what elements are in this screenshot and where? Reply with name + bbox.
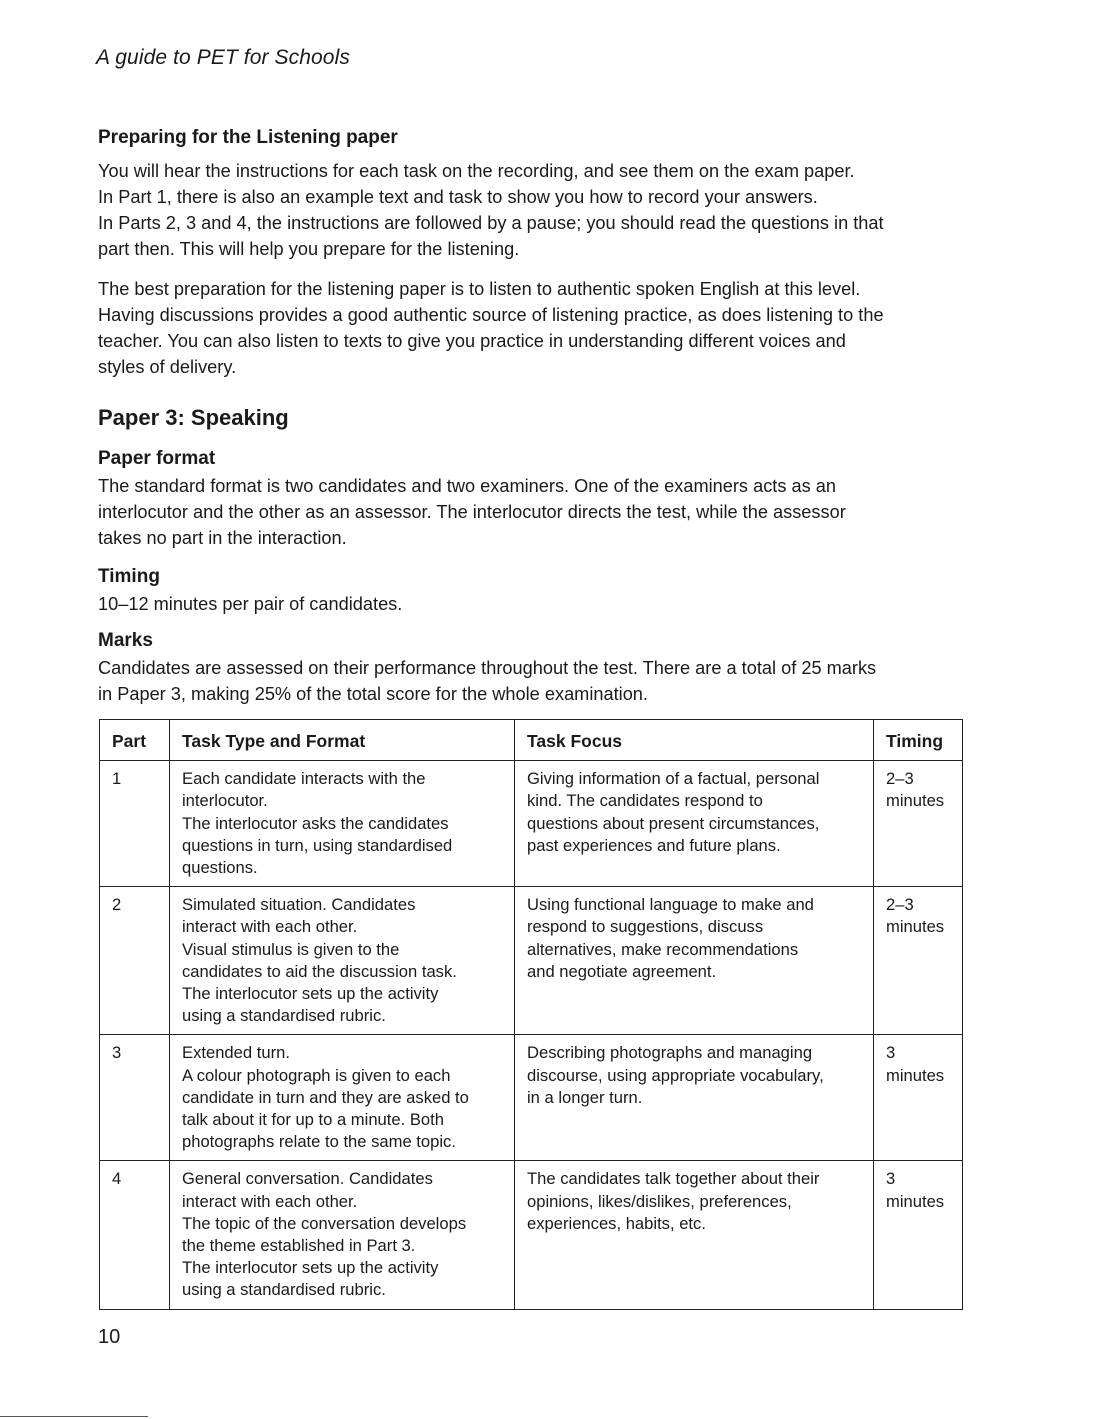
cell-line: The candidates talk together about their: [527, 1169, 820, 1189]
cell-part: 4: [100, 1161, 170, 1309]
cell-line: past experiences and future plans.: [527, 835, 781, 855]
cell-task-focus: [515, 1035, 874, 1161]
cell-line: questions about present circumstances,: [527, 813, 820, 833]
cell-line: Visual stimulus is given to the: [182, 939, 400, 959]
header-task-focus: Task Focus: [515, 720, 874, 761]
table-row: [100, 1161, 963, 1309]
header-timing: Timing: [874, 720, 963, 761]
cell-line: kind. The candidates respond to: [527, 791, 763, 811]
text-line: part then. This will help you prepare for the listening.: [98, 239, 520, 259]
cell-task-focus: [515, 887, 874, 1035]
text-line: interlocutor and the other as an assessor. The interlocutor directs the test, while the assessor: [98, 502, 846, 522]
table-row: [100, 761, 963, 887]
cell-timing: [874, 1035, 963, 1161]
cell-line: talk about it for up to a minute. Both: [182, 1110, 444, 1130]
listening-heading: Preparing for the Listening paper: [98, 127, 398, 148]
page-number: 10: [98, 1326, 121, 1348]
text-line: Candidates are assessed on their performance throughout the test. There are a total of 25 marks: [98, 658, 877, 678]
cell-line: interact with each other.: [182, 917, 358, 937]
text-line: The standard format is two candidates and two examiners. One of the examiners acts as an: [98, 476, 836, 496]
cell-line: using a standardised rubric.: [182, 1006, 386, 1026]
cell-line: questions in turn, using standardised: [182, 835, 453, 855]
speaking-heading: Paper 3: Speaking: [98, 405, 289, 430]
cell-timing: [874, 761, 963, 887]
format-text: [98, 473, 978, 551]
cell-line: The interlocutor sets up the activity: [182, 984, 439, 1004]
text-line: The best preparation for the listening paper is to listen to authentic spoken English at this level.: [98, 279, 861, 299]
format-heading: Paper format: [98, 448, 216, 469]
cell-line: photographs relate to the same topic.: [182, 1132, 456, 1152]
marks-section: [98, 630, 978, 652]
marks-heading: Marks: [98, 630, 153, 651]
text-line: in Paper 3, making 25% of the total score for the whole examination.: [98, 684, 648, 704]
cell-line: discourse, using appropriate vocabulary,: [527, 1065, 824, 1085]
cell-line: Giving information of a factual, personal: [527, 769, 820, 789]
cell-line: 3: [886, 1169, 896, 1189]
text-line: takes no part in the interaction.: [98, 528, 347, 548]
cell-part: 3: [100, 1035, 170, 1161]
cell-line: minutes: [886, 791, 945, 811]
marks-text: [98, 655, 978, 707]
table-row: [100, 887, 963, 1035]
cell-part: 2: [100, 887, 170, 1035]
cell-line: The interlocutor asks the candidates: [182, 813, 449, 833]
text-line: 10–12 minutes per pair of candidates.: [98, 594, 403, 614]
cell-line: 2–3: [886, 769, 914, 789]
cell-line: The topic of the conversation develops: [182, 1213, 467, 1233]
text-line: In Parts 2, 3 and 4, the instructions are followed by a pause; you should read the questions in that: [98, 213, 884, 233]
cell-line: minutes: [886, 1065, 945, 1085]
cell-line: respond to suggestions, discuss: [527, 917, 764, 937]
listening-para-2: [98, 276, 978, 380]
cell-line: minutes: [886, 917, 945, 937]
cell-task-type: [170, 761, 515, 887]
header-part: Part: [100, 720, 170, 761]
header-task-type: Task Type and Format: [170, 720, 515, 761]
running-head: A guide to PET for Schools: [96, 46, 350, 69]
text-line: teacher. You can also listen to texts to give you practice in understanding different voices and: [98, 331, 846, 351]
cell-timing: [874, 887, 963, 1035]
cell-line: the theme established in Part 3.: [182, 1236, 416, 1256]
cell-part: 1: [100, 761, 170, 887]
text-line: You will hear the instructions for each task on the recording, and see them on the exam paper.: [98, 161, 855, 181]
cell-line: interact with each other.: [182, 1191, 358, 1211]
cell-task-focus: [515, 761, 874, 887]
cell-line: The interlocutor sets up the activity: [182, 1258, 439, 1278]
timing-heading: Timing: [98, 566, 160, 587]
cell-line: candidate in turn and they are asked to: [182, 1087, 469, 1107]
timing-text: [98, 591, 978, 617]
text-line: In Part 1, there is also an example text and task to show you how to record your answers.: [98, 187, 818, 207]
text-line: Having discussions provides a good authentic source of listening practice, as does listening to the: [98, 305, 884, 325]
table-row: [100, 1035, 963, 1161]
text-line: styles of delivery.: [98, 357, 237, 377]
table-header-row: [100, 720, 963, 761]
cell-timing: [874, 1161, 963, 1309]
cell-task-focus: [515, 1161, 874, 1309]
speaking-section: [98, 405, 978, 431]
cell-line: alternatives, make recommendations: [527, 939, 799, 959]
cell-line: Simulated situation. Candidates: [182, 895, 416, 915]
cell-line: interlocutor.: [182, 791, 268, 811]
cell-line: A colour photograph is given to each: [182, 1065, 451, 1085]
cell-line: Describing photographs and managing: [527, 1043, 813, 1063]
cell-task-type: [170, 887, 515, 1035]
cell-task-type: [170, 1035, 515, 1161]
cell-line: candidates to aid the discussion task.: [182, 961, 457, 981]
cell-line: General conversation. Candidates: [182, 1169, 433, 1189]
speaking-task-table: [99, 719, 963, 1310]
cell-line: Extended turn.: [182, 1043, 290, 1063]
cell-line: using a standardised rubric.: [182, 1280, 386, 1300]
cell-task-type: [170, 1161, 515, 1309]
cell-line: Each candidate interacts with the: [182, 769, 426, 789]
cell-line: in a longer turn.: [527, 1087, 643, 1107]
cell-line: 2–3: [886, 895, 914, 915]
cell-line: experiences, habits, etc.: [527, 1213, 706, 1233]
cell-line: and negotiate agreement.: [527, 961, 717, 981]
listening-section: [98, 127, 978, 149]
listening-para-1: [98, 158, 978, 262]
cell-line: minutes: [886, 1191, 945, 1211]
paper-format: [98, 448, 978, 470]
cell-line: Using functional language to make and: [527, 895, 814, 915]
cell-line: 3: [886, 1043, 896, 1063]
timing-section: [98, 566, 978, 588]
footer-rule: [0, 1416, 148, 1417]
cell-line: opinions, likes/dislikes, preferences,: [527, 1191, 792, 1211]
cell-line: questions.: [182, 858, 258, 878]
